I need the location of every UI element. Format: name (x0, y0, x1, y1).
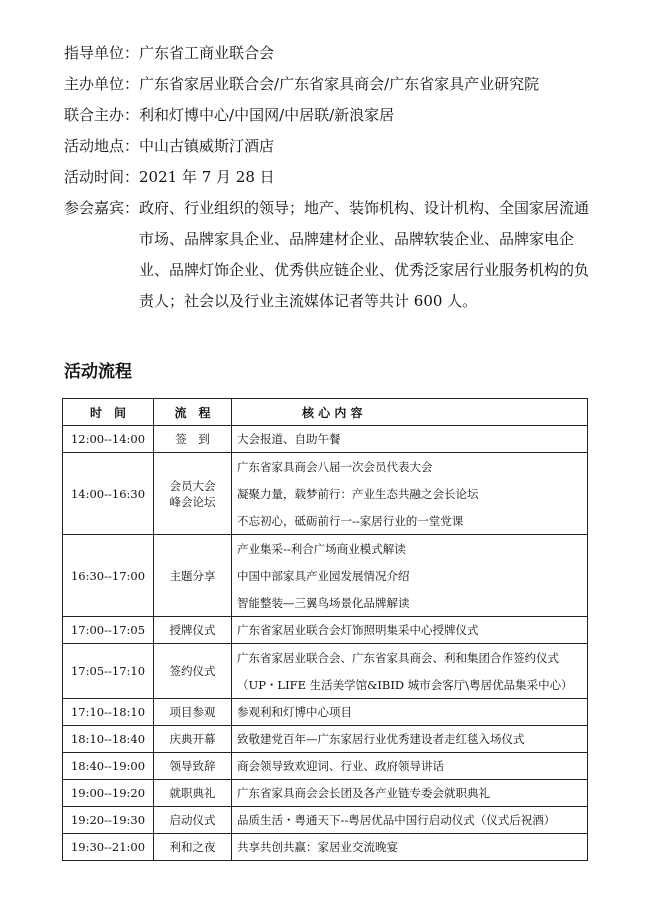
process-cell (154, 535, 232, 617)
process-cell (154, 807, 232, 834)
time-cell: 12:00--14:00 (63, 426, 154, 453)
core-content-line: 大会报道、自助午餐 (237, 432, 341, 446)
process-label: 峰会论坛 (169, 494, 216, 509)
core-content-line: 不忘初心，砥砺前行一--家居行业的一堂党课 (237, 513, 464, 528)
process-label: 授牌仪式 (169, 623, 216, 637)
process-label: 签 到 (175, 432, 210, 446)
core-content-cell (232, 426, 588, 453)
core-content-line: 广东省家具商会八届一次会员代表大会 (237, 459, 433, 474)
core-content-cell (232, 780, 588, 807)
info-label: 主办单位： (64, 75, 140, 93)
process-label: 主题分享 (169, 568, 216, 583)
core-content-line: 广东省家居业联合会、广东省家具商会、利和集团合作签约仪式 (237, 650, 559, 665)
process-label: 启动仪式 (169, 813, 216, 827)
core-content-line: 中国中部家具产业园发展情况介绍 (237, 568, 410, 583)
table-row (63, 617, 588, 644)
info-label: 联合主办： (64, 106, 140, 124)
info-row (64, 193, 604, 317)
schedule-table (62, 398, 588, 861)
time-cell: 18:40--19:00 (63, 753, 154, 780)
info-value: 广东省工商业联合会 (139, 44, 275, 62)
process-label: 会员大会 (169, 478, 216, 493)
process-cell (154, 644, 232, 699)
process-label: 签约仪式 (169, 664, 216, 678)
table-row (63, 453, 588, 535)
info-row (64, 162, 604, 193)
table-row (63, 807, 588, 834)
process-label: 领导致辞 (169, 759, 216, 773)
time-cell: 19:30--21:00 (63, 834, 154, 861)
info-value: 利和灯博中心/中国网/中居联/新浪家居 (139, 106, 395, 124)
process-cell (154, 617, 232, 644)
time-cell: 18:10--18:40 (63, 726, 154, 753)
process-label: 利和之夜 (169, 840, 216, 854)
info-value: 中山古镇威斯汀酒店 (139, 137, 275, 155)
core-content-line: （UP・LIFE 生活美学馆&IBID 城市会客厅\粤居优品集采中心） (237, 677, 573, 692)
core-content-cell (232, 535, 588, 617)
info-label: 参会嘉宾： (64, 199, 140, 217)
event-info (64, 38, 604, 317)
time-cell: 17:00--17:05 (63, 617, 154, 644)
core-content-cell (232, 807, 588, 834)
time-cell: 14:00--16:30 (63, 453, 154, 535)
info-label: 指导单位： (64, 44, 140, 62)
process-cell (154, 453, 232, 535)
info-label: 活动时间： (64, 168, 140, 186)
table-row (63, 535, 588, 617)
info-row (64, 131, 604, 162)
time-cell: 19:20--19:30 (63, 807, 154, 834)
process-cell (154, 699, 232, 726)
process-label: 就职典礼 (169, 786, 216, 800)
process-cell (154, 426, 232, 453)
info-row (64, 100, 604, 131)
table-header-row (63, 399, 588, 426)
core-content-line: 智能整装—三翼鸟场景化品牌解读 (237, 595, 410, 610)
core-content-line: 品质生活・粤通天下--粤居优品中国行启动仪式（仪式后祝酒） (237, 813, 556, 827)
time-cell: 19:00--19:20 (63, 780, 154, 807)
core-content-line: 广东省家具商会会长团及各产业链专委会就职典礼 (237, 786, 490, 800)
core-content-line: 产业集采--利合广场商业模式解读 (237, 541, 406, 556)
table-row (63, 426, 588, 453)
table-row (63, 644, 588, 699)
core-content-line: 致敬建党百年—广东家居行业优秀建设者走红毯入场仪式 (237, 732, 525, 746)
core-content-cell (232, 617, 588, 644)
process-label: 庆典开幕 (169, 732, 216, 746)
info-label: 活动地点： (64, 137, 140, 155)
table-row (63, 699, 588, 726)
header-core-content: 核 心 内 容 (232, 399, 588, 426)
core-content-line: 凝聚力量，载梦前行：产业生态共融之会长论坛 (237, 486, 479, 501)
process-label: 项目参观 (169, 705, 216, 719)
core-content-cell (232, 699, 588, 726)
process-cell (154, 753, 232, 780)
core-content-cell (232, 834, 588, 861)
process-cell (154, 726, 232, 753)
table-row (63, 834, 588, 861)
core-content-cell (232, 453, 588, 535)
info-value: 政府、行业组织的领导；地产、装饰机构、设计机构、全国家居流通市场、品牌家具企业、品牌建材企业、品牌软装企业、品牌家电企业、品牌灯饰企业、优秀供应链企业、优秀泛家居行业服务机构的负责人；社会以及行业主流媒体记者等共计 600 人。 (139, 199, 590, 310)
time-cell: 16:30--17:00 (63, 535, 154, 617)
table-row (63, 726, 588, 753)
time-cell: 17:10--18:10 (63, 699, 154, 726)
info-value: 2021 年 7 月 28 日 (139, 168, 275, 186)
core-content-line: 商会领导致欢迎词、行业、政府领导讲话 (237, 759, 444, 773)
core-content-line: 参观利和灯博中心项目 (237, 705, 352, 719)
core-content-line: 广东省家居业联合会灯饰照明集采中心授牌仪式 (237, 623, 479, 637)
time-cell: 17:05--17:10 (63, 644, 154, 699)
core-content-cell (232, 753, 588, 780)
section-title: 活动流程 (64, 362, 132, 382)
core-content-cell (232, 644, 588, 699)
header-process: 流 程 (154, 399, 232, 426)
info-row (64, 69, 604, 100)
process-cell (154, 834, 232, 861)
core-content-line: 共享共创共赢：家居业交流晚宴 (237, 840, 398, 854)
info-row (64, 38, 604, 69)
process-cell (154, 780, 232, 807)
table-row (63, 780, 588, 807)
table-row (63, 753, 588, 780)
header-time: 时 间 (63, 399, 154, 426)
info-value: 广东省家居业联合会/广东省家具商会/广东省家具产业研究院 (139, 75, 540, 93)
core-content-cell (232, 726, 588, 753)
